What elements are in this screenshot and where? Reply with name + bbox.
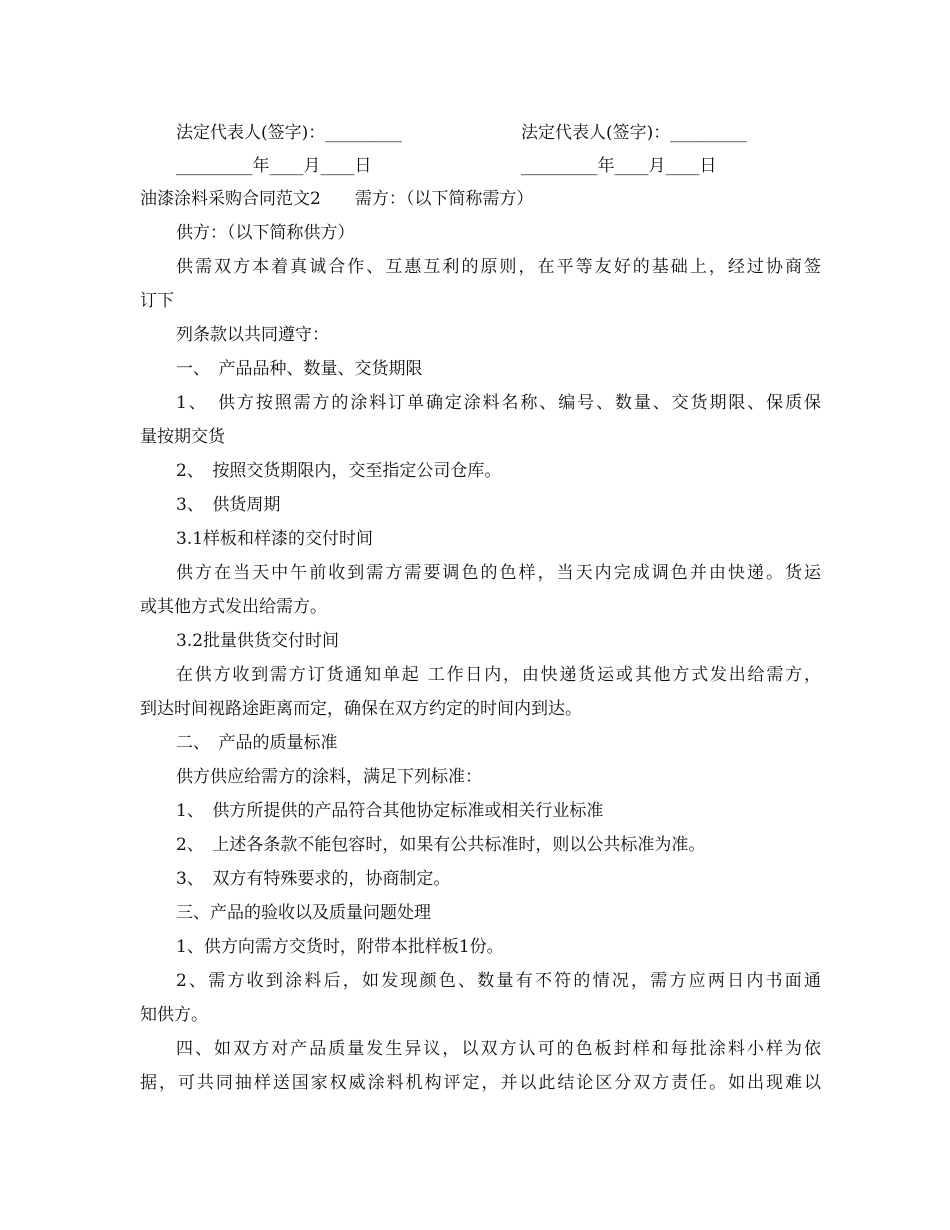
- section-heading: 二、 产品的质量标准: [176, 733, 338, 753]
- subsection-heading: 3.1样板和样漆的交付时间: [176, 529, 374, 549]
- body-line: 列条款以共同遵守：: [176, 325, 329, 345]
- body-line: 供方在当天中午前收到需方需要调色的色样，当天内完成调色并由快递。货运: [176, 563, 821, 583]
- body-line: 量按期交货: [140, 427, 225, 447]
- section-heading: 三、产品的验收以及质量问题处理: [176, 903, 431, 923]
- body-line: 据，可共同抽样送国家权威涂料机构评定，并以此结论区分双方责任。如出现难以: [140, 1073, 821, 1093]
- section-heading: 一、 产品品种、数量、交货期限: [176, 359, 423, 379]
- body-line: 1、 供方所提供的产品符合其他协定标准或相关行业标准: [176, 801, 604, 821]
- left-date-line: _________年____月____日: [176, 156, 372, 176]
- body-line: 供方供应给需方的涂料，满足下列标准：: [176, 767, 482, 787]
- body-line: 2、 按照交货期限内，交至指定公司仓库。: [176, 461, 502, 481]
- body-line: 订下: [140, 291, 174, 311]
- body-line: 3、 双方有特殊要求的，协商制定。: [176, 869, 451, 889]
- body-line: 2、 上述各条款不能包容时，如果有公共标准时，则以公共标准为准。: [176, 835, 706, 855]
- body-line: 或其他方式发出给需方。: [140, 597, 327, 617]
- right-signature-label: 法定代表人(签字)：_________: [521, 123, 747, 143]
- subsection-heading: 3.2批量供货交付时间: [176, 631, 340, 651]
- body-line: 2、需方收到涂料后，如发现颜色、数量有不符的情况，需方应两日内书面通: [176, 971, 821, 991]
- body-line: 1、 供方按照需方的涂料订单确定涂料名称、编号、数量、交货期限、保质保: [176, 393, 821, 413]
- body-line: 在供方收到需方订货通知单起 工作日内，由快递货运或其他方式发出给需方，: [176, 665, 821, 685]
- section-heading: 四、如双方对产品质量发生异议，以双方认可的色板封样和每批涂料小样为依: [176, 1039, 821, 1059]
- right-date-line: _________年____月____日: [521, 156, 717, 176]
- contract-title: 油漆涂料采购合同范文2 需方：（以下简称需方）: [140, 189, 534, 209]
- left-signature-label: 法定代表人(签字)：_________: [176, 123, 402, 143]
- body-line: 供需双方本着真诚合作、互惠互利的原则，在平等友好的基础上，经过协商签: [176, 257, 821, 277]
- body-line: 到达时间视路途距离而定，确保在双方约定的时间内到达。: [140, 699, 582, 719]
- body-line: 知供方。: [140, 1005, 208, 1025]
- body-line: 3、 供货周期: [176, 495, 281, 515]
- body-line: 1、供方向需方交货时，附带本批样板1份。: [176, 937, 504, 957]
- body-line: 供方：（以下简称供方）: [176, 223, 355, 243]
